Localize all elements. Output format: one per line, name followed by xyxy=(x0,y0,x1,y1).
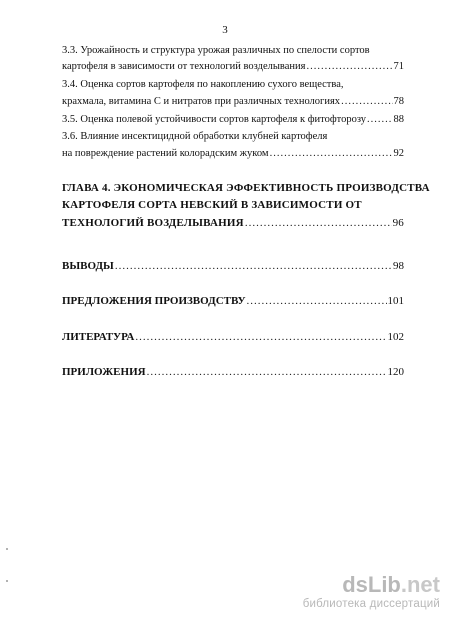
toc-page-number: 102 xyxy=(387,331,404,343)
chapter-4-line-1: ГЛАВА 4. ЭКОНОМИЧЕСКАЯ ЭФФЕКТИВНОСТЬ ПРОИЗВОДСТВА xyxy=(62,182,430,194)
chapter-4-line-2: КАРТОФЕЛЯ СОРТА НЕВСКИЙ В ЗАВИСИМОСТИ ОТ xyxy=(62,199,362,211)
toc-entry-text: крахмала, витамина С и нитратов при различных технологиях xyxy=(62,96,341,107)
watermark-logo-tld: .net xyxy=(400,572,440,597)
toc-section-proposals xyxy=(62,295,404,308)
toc-entry-text: картофеля в зависимости от технологий возделывания xyxy=(62,61,306,72)
toc-section-conclusions xyxy=(62,260,404,273)
scan-speck xyxy=(6,548,8,550)
toc-entry-3-5 xyxy=(62,113,404,126)
toc-entry-3-4 xyxy=(62,95,404,108)
toc-entry-3-6 xyxy=(62,147,404,160)
toc-entry-3-4-line-1: 3.4. Оценка сортов картофеля по накоплению сухого вещества, xyxy=(62,79,344,90)
chapter-4-entry xyxy=(62,217,404,230)
watermark xyxy=(260,573,440,611)
toc-section-title: ВЫВОДЫ xyxy=(62,260,114,272)
dot-leader xyxy=(135,331,386,344)
toc-page-number: 78 xyxy=(393,96,404,107)
toc-entry-3-6-line-1: 3.6. Влияние инсектицидной обработки клубней картофеля xyxy=(62,131,328,142)
toc-page-number: 96 xyxy=(392,217,404,229)
dot-leader xyxy=(367,113,392,126)
page-number: 3 xyxy=(222,24,228,36)
toc-entry-3-3-line-1: 3.3. Урожайность и структура урожая различных по спелости сортов xyxy=(62,45,370,56)
scan-speck xyxy=(6,580,8,582)
toc-page-number: 88 xyxy=(393,114,404,125)
toc-entry-text: на повреждение растений колорадским жуком xyxy=(62,148,269,159)
toc-section-appendices xyxy=(62,366,404,379)
watermark-subtitle: библиотека диссертаций xyxy=(302,598,440,610)
toc-page-number: 120 xyxy=(387,366,404,378)
toc-page-number: 98 xyxy=(393,260,404,272)
dot-leader xyxy=(245,217,392,230)
toc-entry-text: ТЕХНОЛОГИЙ ВОЗДЕЛЫВАНИЯ xyxy=(62,217,244,229)
toc-section-title: ПРИЛОЖЕНИЯ xyxy=(62,366,146,378)
toc-entry-text: 3.5. Оценка полевой устойчивости сортов картофеля к фитофторозу xyxy=(62,114,367,125)
toc-page-number: 101 xyxy=(387,295,404,307)
watermark-logo xyxy=(260,573,440,597)
toc-page-number: 71 xyxy=(393,61,404,72)
toc-section-title: ЛИТЕРАТУРА xyxy=(62,331,135,343)
toc-page-number: 92 xyxy=(393,148,404,159)
watermark-logo-main: dsLib xyxy=(342,572,401,597)
dot-leader xyxy=(306,60,392,73)
toc-section-literature xyxy=(62,331,404,344)
toc-section-title: ПРЕДЛОЖЕНИЯ ПРОИЗВОДСТВУ xyxy=(62,295,246,307)
toc-entry-3-3 xyxy=(62,60,404,73)
dot-leader xyxy=(147,366,387,379)
dot-leader xyxy=(115,260,392,273)
dot-leader xyxy=(270,147,393,160)
dot-leader xyxy=(341,95,392,108)
dot-leader xyxy=(247,295,387,308)
